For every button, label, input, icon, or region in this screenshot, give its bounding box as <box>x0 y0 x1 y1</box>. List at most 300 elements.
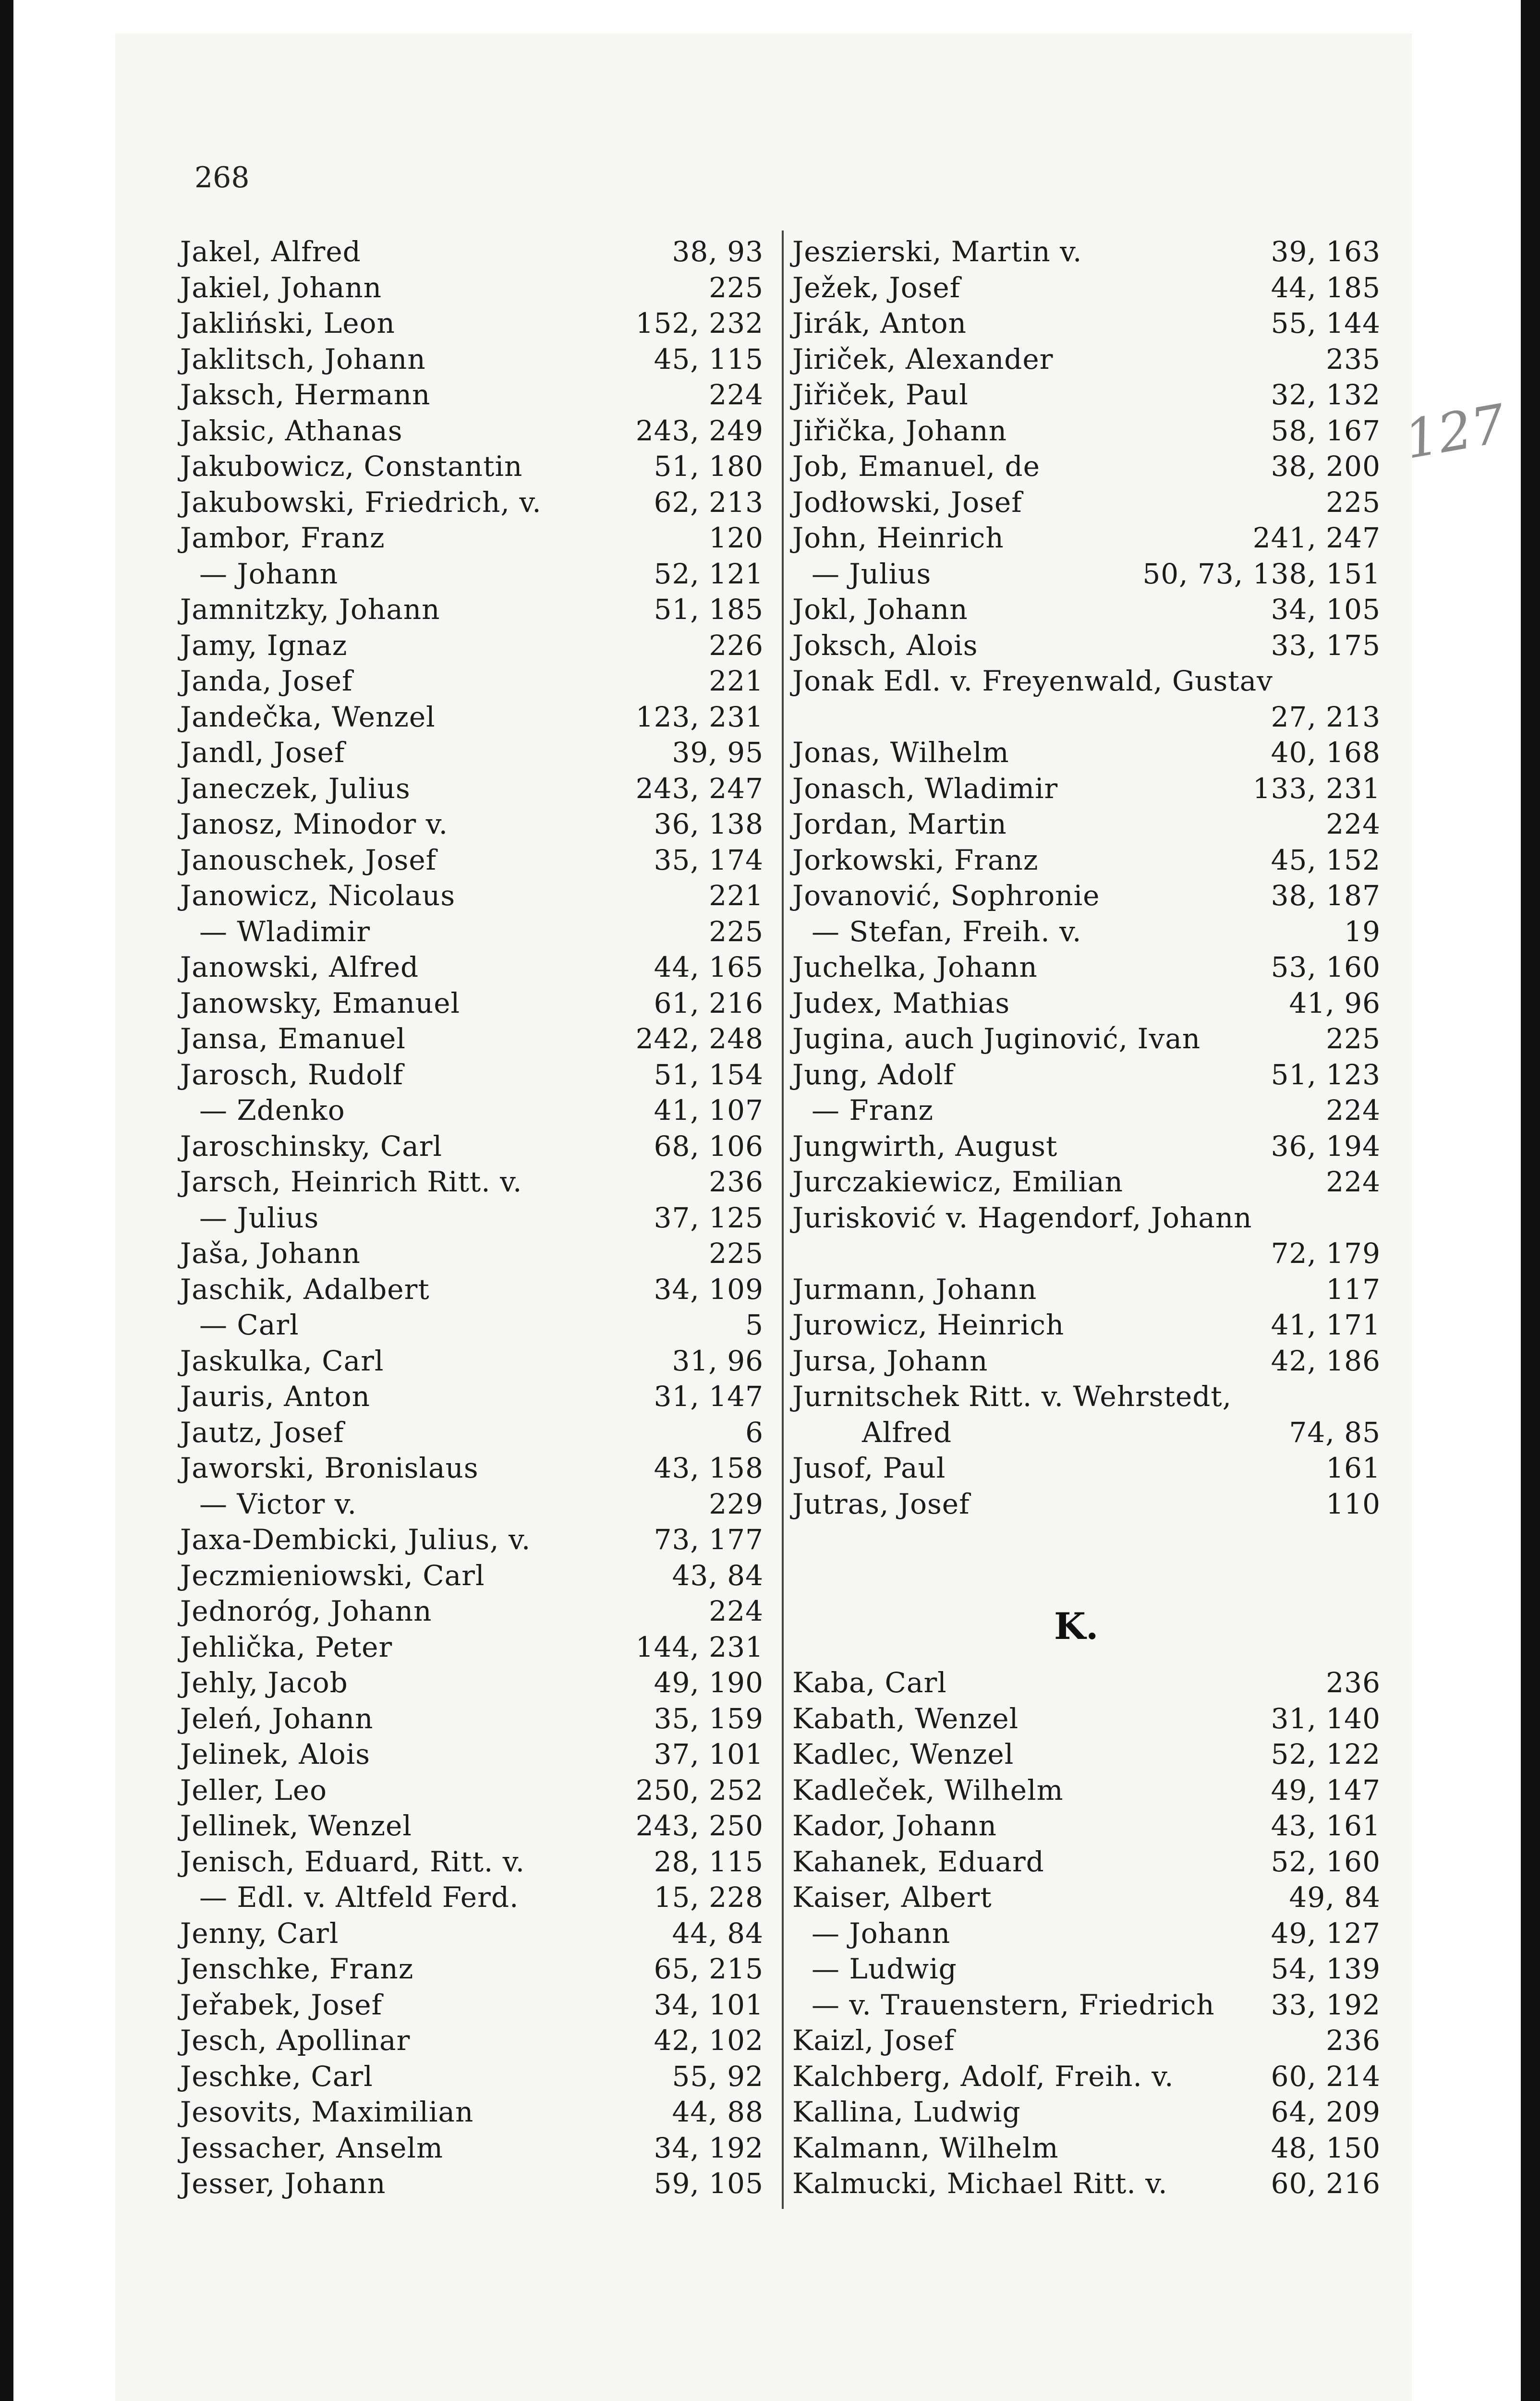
entry-pages: 44, 185 <box>1271 271 1381 304</box>
section-gap <box>792 1523 1381 1559</box>
entry-pages: 38, 200 <box>1271 450 1381 483</box>
entry-pages: 243, 247 <box>635 772 764 805</box>
index-entry <box>180 1989 773 2025</box>
index-entry <box>792 1094 1381 1130</box>
index-entry <box>180 1416 773 1452</box>
entry-pages: 32, 132 <box>1271 378 1381 411</box>
entry-pages: 225 <box>709 1237 764 1270</box>
entry-pages: 34, 101 <box>654 1988 764 2021</box>
index-entry <box>180 1702 773 1738</box>
index-column-right <box>792 235 1381 2203</box>
entry-pages: 39, 95 <box>672 736 764 769</box>
entry-name: Jiřiček, Paul <box>792 378 969 411</box>
entry-name: Jorkowski, Franz <box>792 843 1039 876</box>
entry-pages: 59, 105 <box>654 2167 764 2200</box>
entry-pages: 40, 168 <box>1271 736 1381 769</box>
entry-pages: 224 <box>1326 1165 1381 1198</box>
index-entry <box>792 1237 1381 1273</box>
entry-name: Jurisković v. Hagendorf, Johann <box>792 1201 1252 1234</box>
index-entry <box>792 1774 1381 1810</box>
entry-pages: 36, 194 <box>1271 1129 1381 1163</box>
index-entry <box>792 629 1381 665</box>
entry-name: Kabath, Wenzel <box>792 1702 1019 1735</box>
entry-name: Jakliński, Leon <box>180 307 395 340</box>
entry-pages: 74, 85 <box>1289 1416 1381 1449</box>
entry-name: Jellinek, Wenzel <box>180 1809 412 1842</box>
entry-pages: 229 <box>709 1487 764 1520</box>
section-heading-text: K. <box>1054 1604 1099 1648</box>
entry-name: Jordan, Martin <box>792 808 1007 840</box>
entry-name: Janowski, Alfred <box>180 951 419 983</box>
index-entry <box>792 951 1381 987</box>
entry-name: Jonak Edl. v. Freyenwald, Gustav <box>792 665 1273 697</box>
entry-name: — Ludwig <box>812 1952 957 1985</box>
entry-name: Jugina, auch Juginović, Ivan <box>792 1022 1201 1055</box>
entry-name: Jakel, Alfred <box>180 235 361 268</box>
entry-name: Kalmucki, Michael Ritt. v. <box>792 2167 1168 2200</box>
entry-name: Jesser, Johann <box>180 2167 386 2200</box>
index-entry <box>180 1058 773 1094</box>
entry-pages: 31, 140 <box>1271 1702 1381 1735</box>
entry-name: Jiriček, Alexander <box>792 342 1054 376</box>
entry-name: Jaroschinsky, Carl <box>180 1129 443 1163</box>
index-entry <box>180 1130 773 1166</box>
entry-name: Jaschik, Adalbert <box>180 1273 430 1306</box>
entry-name: — Edl. v. Altfeld Ferd. <box>199 1881 519 1914</box>
entry-pages: 65, 215 <box>654 1952 764 1985</box>
entry-name: Jednoróg, Johann <box>180 1595 432 1627</box>
entry-name: Jurowicz, Heinrich <box>792 1309 1065 1341</box>
entry-pages: 224 <box>1326 1094 1381 1127</box>
index-entry <box>792 1845 1381 1881</box>
entry-pages: 144, 231 <box>635 1630 764 1663</box>
index-entry <box>180 2167 773 2203</box>
entry-name: Janda, Josef <box>180 665 353 697</box>
entry-pages: 35, 159 <box>654 1702 764 1735</box>
index-entry <box>180 450 773 486</box>
entry-name: Kalmann, Wilhelm <box>792 2131 1059 2164</box>
index-entry <box>180 307 773 343</box>
index-entry <box>792 736 1381 772</box>
entry-name: Jakiel, Johann <box>180 271 382 304</box>
index-entry <box>792 772 1381 808</box>
entry-pages: 73, 177 <box>654 1523 764 1556</box>
index-entry <box>180 2060 773 2096</box>
entry-pages: 72, 179 <box>1271 1237 1381 1270</box>
entry-name: Jokl, Johann <box>792 593 968 626</box>
index-entry <box>180 593 773 629</box>
index-entry <box>792 2060 1381 2096</box>
entry-name: — Victor v. <box>199 1487 357 1520</box>
entry-name: — Johann <box>812 1916 951 1950</box>
index-entry <box>180 1201 773 1237</box>
entry-pages: 45, 115 <box>654 342 764 376</box>
column-divider <box>782 230 784 2209</box>
entry-pages: 68, 106 <box>654 1129 764 1163</box>
entry-name: Janouschek, Josef <box>180 843 437 876</box>
index-entry <box>180 879 773 915</box>
entry-pages: 52, 122 <box>1271 1738 1381 1770</box>
index-entry <box>792 844 1381 880</box>
index-entry <box>180 1165 773 1201</box>
entry-name: Kadleček, Wilhelm <box>792 1773 1064 1807</box>
index-entry <box>792 1165 1381 1201</box>
index-entry <box>792 701 1381 737</box>
entry-name: — Franz <box>812 1094 934 1127</box>
entry-pages: 226 <box>709 629 764 662</box>
entry-pages: 43, 161 <box>1271 1809 1381 1842</box>
entry-pages: 51, 123 <box>1271 1058 1381 1091</box>
index-entry <box>792 307 1381 343</box>
entry-pages: 37, 101 <box>654 1738 764 1770</box>
index-entry <box>180 1523 773 1559</box>
index-entry <box>180 1917 773 1953</box>
entry-pages: 41, 96 <box>1289 986 1381 1019</box>
index-entry <box>180 844 773 880</box>
index-entry <box>180 987 773 1023</box>
entry-pages: 58, 167 <box>1271 414 1381 447</box>
entry-pages: 225 <box>709 271 764 304</box>
entry-name: Janosz, Minodor v. <box>180 808 449 840</box>
entry-name: Janowicz, Nicolaus <box>180 879 456 912</box>
entry-name: Jessacher, Anselm <box>180 2131 443 2164</box>
entry-name: Jaxa-Dembicki, Julius, v. <box>180 1523 531 1556</box>
index-entry <box>792 1702 1381 1738</box>
entry-name: Jeczmieniowski, Carl <box>180 1559 485 1592</box>
entry-name: Janowsky, Emanuel <box>180 986 461 1019</box>
index-entry <box>792 1201 1381 1237</box>
entry-name: Jaksic, Athanas <box>180 414 403 447</box>
index-entry <box>180 271 773 307</box>
entry-name: Jeschke, Carl <box>180 2060 373 2093</box>
page-number: 268 <box>194 161 250 194</box>
index-column-left <box>180 235 773 2203</box>
index-entry <box>180 378 773 414</box>
entry-name: Jandl, Josef <box>180 736 345 769</box>
entry-pages: 221 <box>709 879 764 912</box>
index-entry <box>180 2096 773 2132</box>
entry-pages: 52, 160 <box>1271 1845 1381 1878</box>
entry-name: Jaša, Johann <box>180 1237 361 1270</box>
index-entry <box>792 1952 1381 1989</box>
index-entry <box>792 450 1381 486</box>
index-entry <box>180 1309 773 1345</box>
index-entry <box>180 1845 773 1881</box>
index-entry <box>792 1666 1381 1702</box>
entry-pages: 123, 231 <box>635 700 764 733</box>
index-entry <box>180 1237 773 1273</box>
index-entry <box>180 1952 773 1989</box>
entry-name: Kaba, Carl <box>792 1666 947 1699</box>
index-entry <box>792 1809 1381 1845</box>
index-entry <box>792 1989 1381 2025</box>
index-entry <box>792 879 1381 915</box>
entry-pages: 31, 147 <box>654 1380 764 1413</box>
index-entry <box>180 1809 773 1845</box>
entry-pages: 49, 127 <box>1271 1916 1381 1950</box>
entry-name: John, Heinrich <box>792 521 1004 554</box>
index-entry <box>180 1738 773 1774</box>
index-entry <box>180 951 773 987</box>
index-entry <box>792 558 1381 594</box>
entry-name: Jenny, Carl <box>180 1916 339 1950</box>
index-entry <box>180 772 773 808</box>
entry-name: Joksch, Alois <box>792 629 978 662</box>
entry-name: Jung, Adolf <box>792 1058 954 1091</box>
entry-pages: 242, 248 <box>635 1022 764 1055</box>
entry-pages: 38, 187 <box>1271 879 1381 912</box>
entry-name: Jusof, Paul <box>792 1452 946 1484</box>
entry-name: Jirák, Anton <box>792 307 967 340</box>
entry-pages: 43, 158 <box>654 1452 764 1484</box>
index-entry <box>180 1488 773 1524</box>
entry-name: Jonasch, Wladimir <box>792 772 1058 805</box>
entry-pages: 19 <box>1344 915 1381 948</box>
index-entry <box>180 1595 773 1631</box>
entry-name: Jonas, Wilhelm <box>792 736 1009 769</box>
entry-pages: 15, 228 <box>654 1881 764 1914</box>
index-entry <box>792 1022 1381 1058</box>
index-entry <box>180 1666 773 1702</box>
entry-name: Ježek, Josef <box>792 271 961 304</box>
entry-name: Jiřička, Johann <box>792 414 1007 447</box>
entry-name: Jaskulka, Carl <box>180 1344 384 1377</box>
index-entry <box>180 701 773 737</box>
index-entry <box>180 1774 773 1810</box>
index-entry <box>792 1130 1381 1166</box>
index-entry <box>792 1309 1381 1345</box>
entry-name: Jansa, Emanuel <box>180 1022 406 1055</box>
index-entry <box>792 1273 1381 1309</box>
entry-pages: 224 <box>709 378 764 411</box>
index-entry <box>180 1881 773 1917</box>
entry-pages: 27, 213 <box>1271 700 1381 733</box>
entry-pages: 52, 121 <box>654 557 764 590</box>
index-entry <box>792 1738 1381 1774</box>
entry-name: Jarsch, Heinrich Ritt. v. <box>180 1165 522 1198</box>
index-entry <box>792 593 1381 629</box>
entry-pages: 236 <box>1326 1666 1381 1699</box>
entry-name: Jurmann, Johann <box>792 1273 1037 1306</box>
entry-pages: 152, 232 <box>635 307 764 340</box>
entry-pages: 236 <box>709 1165 764 1198</box>
index-entry <box>180 915 773 951</box>
entry-pages: 110 <box>1326 1487 1381 1520</box>
entry-pages: 35, 174 <box>654 843 764 876</box>
index-entry <box>180 1345 773 1381</box>
entry-pages: 44, 88 <box>672 2096 764 2128</box>
entry-pages: 224 <box>1326 808 1381 840</box>
index-entry <box>180 629 773 665</box>
section-heading-k <box>792 1559 1381 1667</box>
entry-name: Jursa, Johann <box>792 1344 988 1377</box>
entry-pages: 221 <box>709 665 764 697</box>
entry-name: Jesch, Apollinar <box>180 2024 411 2057</box>
index-entry <box>792 343 1381 379</box>
entry-pages: 5 <box>745 1309 764 1341</box>
entry-name: Kadlec, Wenzel <box>792 1738 1014 1770</box>
index-entry <box>180 1022 773 1058</box>
entry-pages: 161 <box>1326 1452 1381 1484</box>
entry-pages: 51, 154 <box>654 1058 764 1091</box>
index-entry <box>180 1273 773 1309</box>
index-entry <box>180 808 773 844</box>
entry-pages: 6 <box>745 1416 764 1449</box>
entry-name: Jamnitzky, Johann <box>180 593 440 626</box>
entry-name: Jeřabek, Josef <box>180 1988 383 2021</box>
entry-pages: 55, 92 <box>672 2060 764 2093</box>
index-entry <box>792 1416 1381 1452</box>
index-entry <box>792 235 1381 271</box>
entry-name: Kaiser, Albert <box>792 1881 992 1914</box>
entry-name: Jenisch, Eduard, Ritt. v. <box>180 1845 525 1878</box>
entry-pages: 41, 107 <box>654 1094 764 1127</box>
entry-pages: 42, 102 <box>654 2024 764 2057</box>
index-entry <box>180 665 773 701</box>
index-entry <box>792 1488 1381 1524</box>
index-entry <box>180 1094 773 1130</box>
entry-name: Kador, Johann <box>792 1809 997 1842</box>
entry-name: — Wladimir <box>199 915 371 948</box>
entry-pages: 34, 105 <box>1271 593 1381 626</box>
entry-pages: 34, 109 <box>654 1273 764 1306</box>
entry-name: Jovanović, Sophronie <box>792 879 1100 912</box>
entry-pages: 225 <box>1326 1022 1381 1055</box>
index-entry <box>180 414 773 450</box>
entry-pages: 37, 125 <box>654 1201 764 1234</box>
entry-name: Jaworski, Bronislaus <box>180 1452 479 1484</box>
entry-pages: 64, 209 <box>1271 2096 1381 2128</box>
entry-pages: 133, 231 <box>1252 772 1381 805</box>
entry-name: Judex, Mathias <box>792 986 1010 1019</box>
entry-pages: 34, 192 <box>654 2131 764 2164</box>
entry-name: — v. Trauenstern, Friedrich <box>812 1988 1215 2021</box>
index-entry <box>180 1559 773 1595</box>
index-entry <box>180 558 773 594</box>
index-entry <box>180 235 773 271</box>
entry-name: Jautz, Josef <box>180 1416 344 1449</box>
entry-name: — Stefan, Freih. v. <box>812 915 1082 948</box>
entry-pages: 36, 138 <box>654 808 764 840</box>
index-entry <box>792 414 1381 450</box>
entry-pages: 243, 249 <box>635 414 764 447</box>
entry-pages: 28, 115 <box>654 1845 764 1878</box>
entry-pages: 224 <box>709 1595 764 1627</box>
scan-edge-right <box>1521 0 1540 2401</box>
index-entry <box>792 1058 1381 1094</box>
index-entry <box>180 2024 773 2060</box>
entry-pages: 241, 247 <box>1252 521 1381 554</box>
entry-pages: 236 <box>1326 2024 1381 2057</box>
entry-pages: 225 <box>709 915 764 948</box>
entry-pages: 243, 250 <box>635 1809 764 1842</box>
entry-name: Jehlička, Peter <box>180 1630 393 1663</box>
index-entry <box>180 736 773 772</box>
entry-name: Jauris, Anton <box>180 1380 370 1413</box>
index-entry <box>180 1631 773 1667</box>
entry-name: — Julius <box>199 1201 319 1234</box>
entry-name: Jenschke, Franz <box>180 1952 414 1985</box>
entry-pages: 33, 175 <box>1271 629 1381 662</box>
entry-name: — Zdenko <box>199 1094 345 1127</box>
entry-name: Jeszierski, Martin v. <box>792 235 1082 268</box>
entry-name: Kallina, Ludwig <box>792 2096 1021 2128</box>
entry-name: Jandečka, Wenzel <box>180 700 436 733</box>
entry-pages: 49, 147 <box>1271 1773 1381 1807</box>
index-entry <box>792 2167 1381 2203</box>
entry-name: Jeleń, Johann <box>180 1702 374 1735</box>
index-entry <box>792 271 1381 307</box>
entry-name: Kaizl, Josef <box>792 2024 955 2057</box>
index-entry <box>792 1380 1381 1416</box>
entry-pages: 49, 190 <box>654 1666 764 1699</box>
index-entry <box>180 343 773 379</box>
index-entry <box>180 1380 773 1416</box>
entry-pages: 49, 84 <box>1289 1881 1381 1914</box>
entry-pages: 51, 180 <box>654 450 764 483</box>
entry-pages: 54, 139 <box>1271 1952 1381 1985</box>
index-entry <box>792 1345 1381 1381</box>
entry-pages: 43, 84 <box>672 1559 764 1592</box>
entry-pages: 250, 252 <box>635 1773 764 1807</box>
index-entry <box>792 1917 1381 1953</box>
index-entry <box>792 1452 1381 1488</box>
index-entry <box>792 915 1381 951</box>
entry-name: Job, Emanuel, de <box>792 450 1040 483</box>
entry-pages: 42, 186 <box>1271 1344 1381 1377</box>
entry-name: Jurczakiewicz, Emilian <box>792 1165 1123 1198</box>
entry-name: Alfred <box>862 1416 952 1449</box>
index-entry <box>792 2096 1381 2132</box>
entry-pages: 45, 152 <box>1271 843 1381 876</box>
entry-name: Jambor, Franz <box>180 521 385 554</box>
entry-pages: 55, 144 <box>1271 307 1381 340</box>
entry-pages: 41, 171 <box>1271 1309 1381 1341</box>
entry-name: Jesovits, Maximilian <box>180 2096 474 2128</box>
scan-edge-left <box>0 0 13 2401</box>
entry-pages: 51, 185 <box>654 593 764 626</box>
index-entry <box>180 2132 773 2168</box>
entry-pages: 48, 150 <box>1271 2131 1381 2164</box>
entry-name: Jungwirth, August <box>792 1129 1058 1163</box>
margin-pencil-note: 127 <box>1400 392 1510 471</box>
entry-name: — Johann <box>199 557 339 590</box>
entry-pages: 60, 214 <box>1271 2060 1381 2093</box>
entry-name: Jutras, Josef <box>792 1487 970 1520</box>
entry-pages: 39, 163 <box>1271 235 1381 268</box>
index-entry <box>180 1452 773 1488</box>
entry-pages: 62, 213 <box>654 485 764 519</box>
entry-name: — Julius <box>812 557 932 590</box>
entry-name: Jaksch, Hermann <box>180 378 431 411</box>
entry-pages: 120 <box>709 521 764 554</box>
index-entry <box>792 378 1381 414</box>
entry-pages: 38, 93 <box>672 235 764 268</box>
entry-pages: 60, 216 <box>1271 2167 1381 2200</box>
index-entry <box>792 2024 1381 2060</box>
index-entry <box>792 1881 1381 1917</box>
entry-name: Juchelka, Johann <box>792 951 1038 983</box>
index-entry <box>792 2132 1381 2168</box>
entry-name: Janeczek, Julius <box>180 772 411 805</box>
entry-name: Kahanek, Eduard <box>792 1845 1044 1878</box>
entry-name: Kalchberg, Adolf, Freih. v. <box>792 2060 1174 2093</box>
entry-name: Jeller, Leo <box>180 1773 327 1807</box>
entry-pages: 44, 165 <box>654 951 764 983</box>
entry-name: Jelinek, Alois <box>180 1738 371 1770</box>
index-entry <box>180 486 773 522</box>
index-entry <box>792 521 1381 558</box>
